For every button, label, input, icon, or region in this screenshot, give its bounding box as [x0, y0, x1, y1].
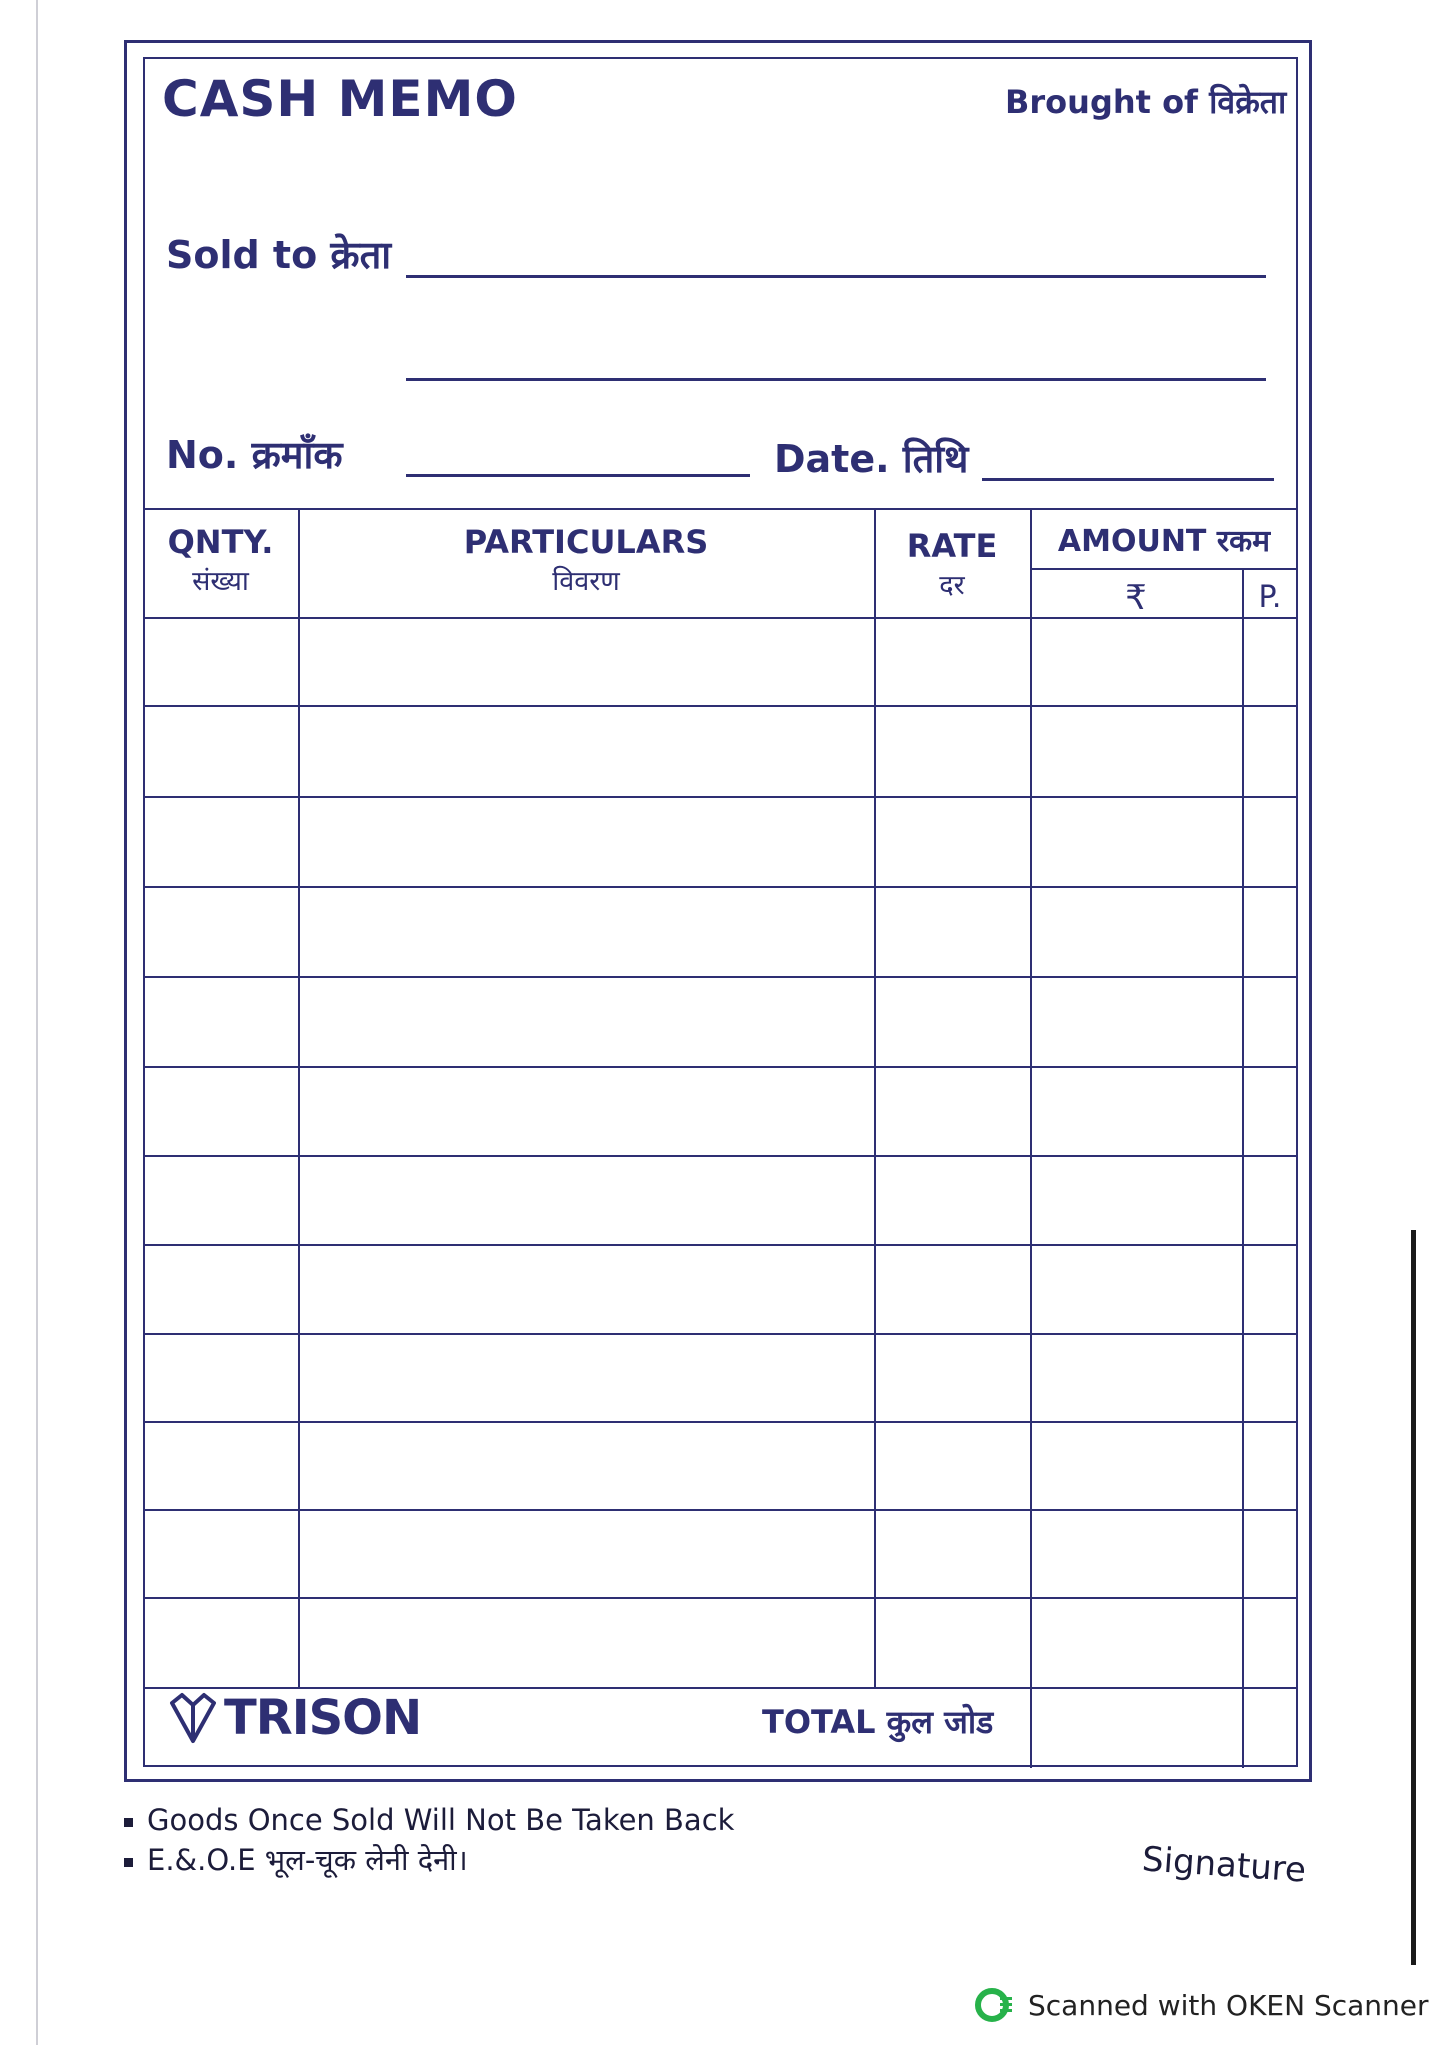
brought-of-label: Brought of विक्रेता [1005, 83, 1287, 121]
table-row-line [143, 796, 1298, 798]
note-text: Goods Once Sold Will Not Be Taken Back [147, 1803, 735, 1837]
col-divider-qnty [298, 508, 300, 1688]
date-label: Date. तिथि [774, 437, 969, 481]
note-item [124, 1800, 734, 1840]
date-line[interactable] [982, 478, 1274, 481]
header-paise: P. [1258, 580, 1282, 615]
header-rate [874, 526, 1030, 606]
header-qnty-en: QNTY. [167, 523, 274, 561]
table-row-line [143, 1597, 1298, 1599]
number-label: No. क्रमाँक [166, 433, 343, 477]
table-row-line [143, 976, 1298, 978]
table-row-line [143, 1509, 1298, 1511]
table-row-line [143, 1066, 1298, 1068]
header-particulars-hi: विवरण [552, 566, 620, 597]
col-divider-particulars [874, 508, 876, 1688]
signature-label: Signature [1140, 1839, 1308, 1891]
header-amount: AMOUNT रकम [1057, 524, 1271, 559]
col-divider-paise [1242, 568, 1244, 1768]
sold-to-line-2[interactable] [406, 378, 1266, 381]
table-row-line [143, 1421, 1298, 1423]
header-particulars-en: PARTICULARS [463, 523, 709, 561]
sold-to-line-1[interactable] [406, 275, 1266, 278]
header-qnty [143, 522, 298, 602]
header-rupee: ₹ [1125, 578, 1147, 618]
table-row-line [143, 705, 1298, 707]
number-line[interactable] [406, 474, 750, 477]
terms-notes [124, 1800, 734, 1880]
oken-scanner-logo-icon [974, 1985, 1014, 2025]
header-particulars [298, 522, 874, 602]
trison-emblem-icon [168, 1691, 218, 1745]
brand-name: TRISON [224, 1690, 422, 1746]
memo-title: CASH MEMO [162, 70, 518, 128]
table-footer-line [143, 1687, 1298, 1689]
header-rate-hi: दर [939, 570, 965, 601]
total-label: TOTAL कुल जोड [762, 1703, 994, 1741]
table-row-line [143, 1244, 1298, 1246]
square-bullet-icon [124, 1818, 133, 1827]
table-row-line [143, 886, 1298, 888]
header-rate-en: RATE [906, 527, 998, 565]
table-top-line [143, 508, 1298, 510]
header-qnty-hi: संख्या [192, 566, 249, 597]
square-bullet-icon [124, 1858, 133, 1867]
table-row-line [143, 1155, 1298, 1157]
amount-subheader-line [1030, 568, 1298, 570]
sold-to-label: Sold to क्रेता [166, 233, 392, 277]
table-row-line [143, 1333, 1298, 1335]
scanner-watermark [974, 1985, 1429, 2025]
scanner-text: Scanned with OKEN Scanner [1028, 1988, 1429, 2022]
brand-logo [168, 1690, 421, 1746]
scan-edge-right [1411, 1230, 1416, 1965]
note-text: E.&.O.E भूल-चूक लेनी देनी। [147, 1843, 468, 1877]
scan-edge-left [36, 0, 38, 2045]
col-divider-rate [1030, 508, 1032, 1768]
note-item [124, 1840, 734, 1880]
